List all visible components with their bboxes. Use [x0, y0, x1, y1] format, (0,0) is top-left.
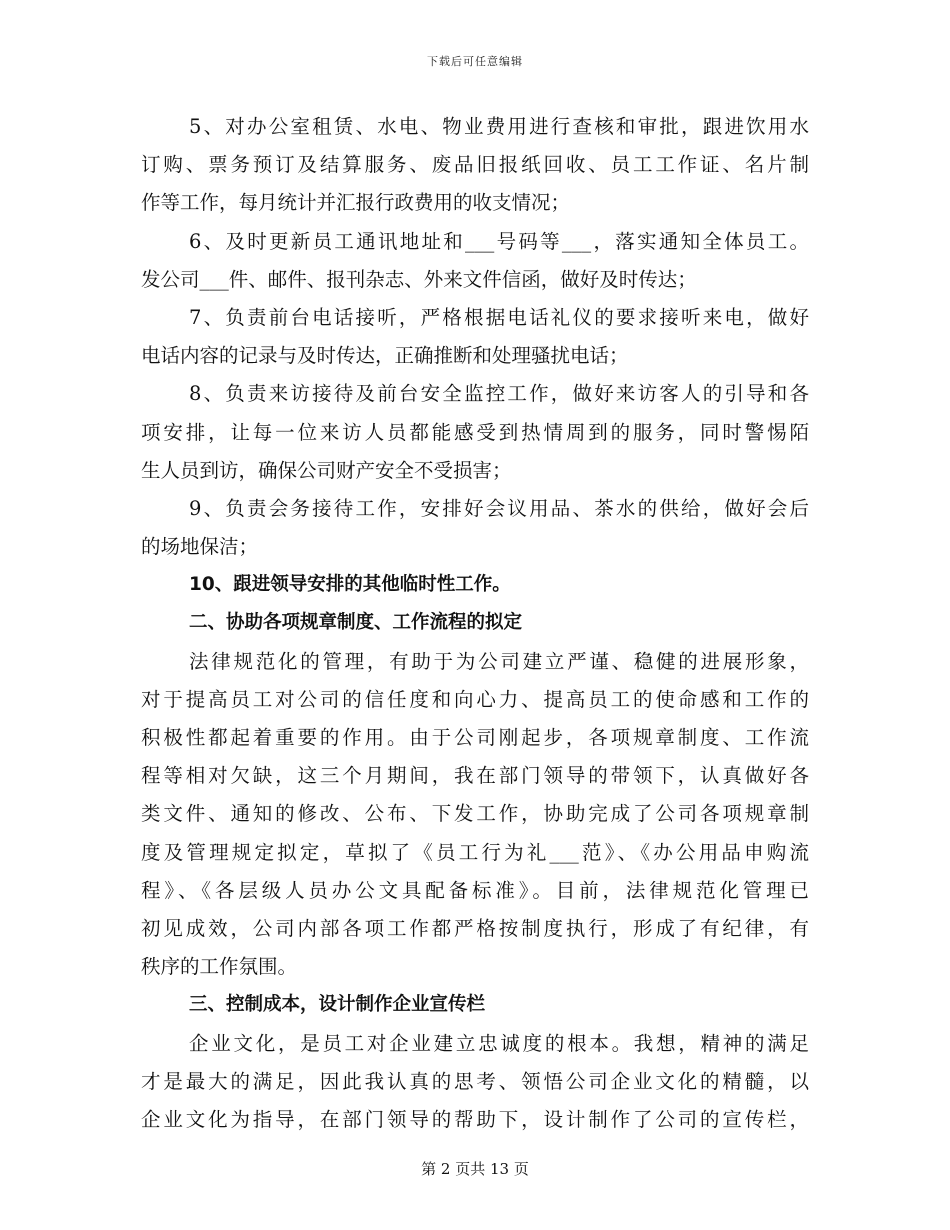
document-body: [141, 108, 809, 1139]
page-footer-number: 第 2 页共 13 页: [421, 1160, 529, 1178]
body-text-line: 生人员到访，确保公司财产安全不受损害；: [141, 458, 512, 482]
body-text-line: 5、对办公室租赁、水电、物业费用进行查核和审批，跟进饮用水: [189, 115, 809, 138]
body-text-line: 对于提高员工对公司的信任度和向心力、提高员工的使命感和工作的: [141, 687, 809, 711]
section-heading-line: 10、跟进领导安排的其他临时性工作。: [189, 574, 511, 596]
body-text-line: 度及管理规定拟定，草拟了《员工行为礼___范》、《办公用品申购流: [141, 840, 809, 864]
body-text-line: 程等相对欠缺，这三个月期间，我在部门领导的带领下，认真做好各: [141, 764, 809, 788]
body-text-line: 才是最大的满足，因此我认真的思考、领悟公司企业文化的精髓，以: [141, 1069, 809, 1093]
body-text-line: 作等工作，每月统计并汇报行政费用的收支情况；: [141, 191, 571, 215]
body-text-line: 发公司___件、邮件、报刊杂志、外来文件信函，做好及时传达；: [141, 267, 697, 291]
body-text-line: 8、负责来访接待及前台安全监控工作，做好来访客人的引导和各: [189, 382, 809, 406]
body-text-line: 法律规范化的管理，有助于为公司建立严谨、稳健的进展形象，: [189, 649, 809, 673]
body-text-line: 初见成效，公司内部各项工作都严格按制度执行，形成了有纪律，有: [141, 916, 809, 940]
body-text-line: 项安排，让每一位来访人员都能感受到热情周到的服务，同时警惕陌: [141, 420, 809, 444]
body-text-line: 企业文化，是员工对企业建立忠诚度的根本。我想，精神的满足: [189, 1031, 809, 1055]
body-text-line: 订购、票务预订及结算服务、废品旧报纸回收、员工工作证、名片制: [141, 153, 809, 177]
body-text-line: 7、负责前台电话接听，严格根据电话礼仪的要求接听来电，做好: [189, 305, 809, 329]
section-heading-line: 二、协助各项规章制度、工作流程的拟定: [189, 612, 523, 634]
body-text-line: 秩序的工作氛围。: [141, 955, 298, 979]
body-text-line: 积极性都起着重要的作用。由于公司刚起步，各项规章制度、工作流: [141, 726, 809, 749]
body-text-line: 6、及时更新员工通讯地址和___号码等___，落实通知全体员工。: [189, 229, 809, 253]
body-text-line: 9、负责会务接待工作，安排好会议用品、茶水的供给，做好会后: [189, 496, 809, 520]
body-text-line: 企业文化为指导，在部门领导的帮助下，设计制作了公司的宣传栏，: [141, 1107, 809, 1131]
section-heading-line: 三、控制成本，设计制作企业宣传栏: [189, 994, 486, 1016]
body-text-line: 程》、《各层级人员办公文具配备标准》。目前，法律规范化管理已: [141, 878, 809, 902]
body-text-line: 的场地保洁；: [141, 535, 259, 559]
body-text-line: 电话内容的记录与及时传达，正确推断和处理骚扰电话；: [141, 344, 629, 368]
body-text-line: 类文件、通知的修改、公布、下发工作，协助完成了公司各项规章制: [141, 802, 809, 826]
page-header-note: 下载后可任意编辑: [427, 55, 523, 68]
